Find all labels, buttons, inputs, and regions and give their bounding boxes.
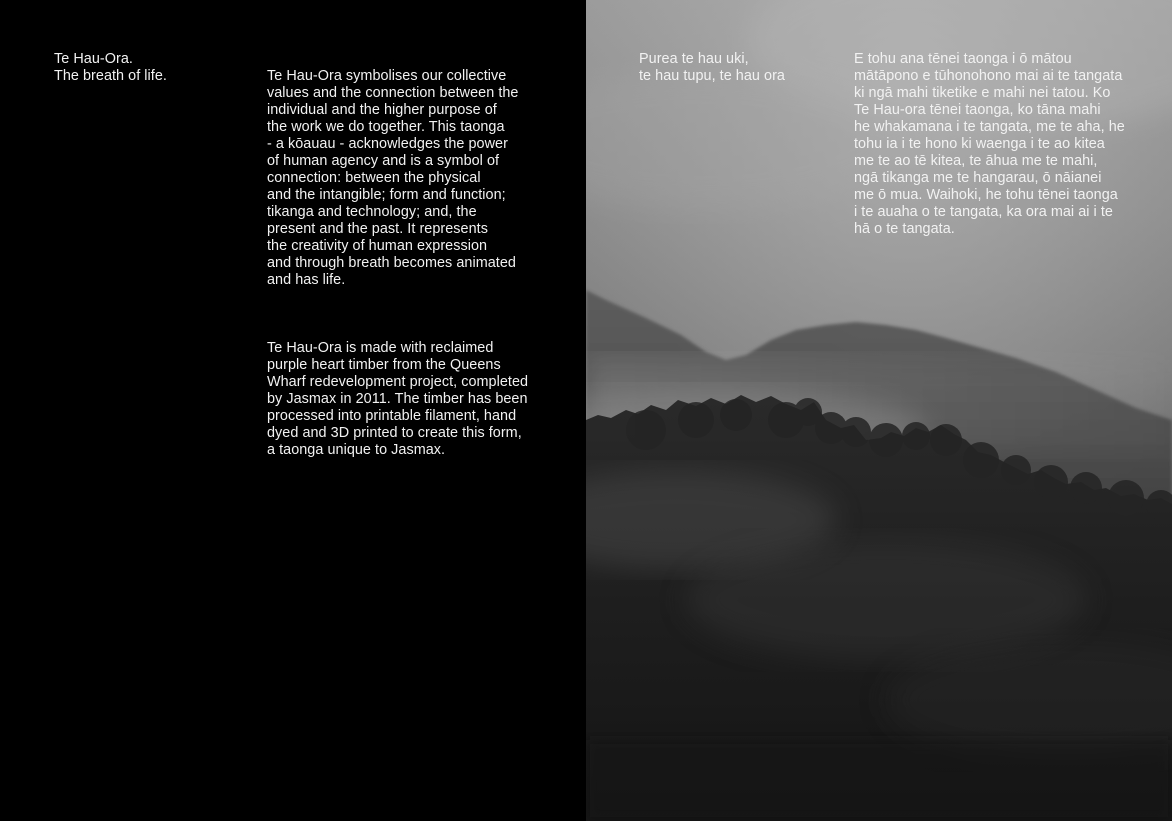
english-text-column: [267, 51, 567, 476]
maori-paragraph: E tohu ana tēnei taonga i ō mātou mātāpono e tūhonohono mai ai te tangata ki ngā mahi tiketike e mahi nei tatou. Ko Te Hau-ora tēnei taonga, ko tāna mahi he whakamana i te tangata, me te aha, he tohu ia i te hono ki waenga i te ao kitea me te ao tē kitea, te āhua me te mahi, ngā tikanga me te hangarau, ō nāianei me ō mua. Waihoki, he tohu tēnei taonga i te auaha o te tangata, ka ora mai ai i te hā o te tangata.: [854, 51, 1125, 237]
maori-verse: Purea te hau uki, te hau tupu, te hau ora: [639, 51, 785, 84]
english-paragraph-1: Te Hau-Ora symbolises our collective values and the connection between the individual and the higher purpose of the work we do together. This taonga - a kōauau - acknowledges the power of human agency and is a symbol of connection: between the physical and the intangible; form and function; tikanga and technology; and, the present and the past. It represents the creativity of human expression and through breath becomes animated and has life.: [267, 68, 519, 288]
paragraph-gap: [267, 306, 567, 323]
english-paragraph-2: Te Hau-Ora is made with reclaimed purple heart timber from the Queens Wharf redevelopment project, completed by Jasmax in 2011. The timber has been processed into printable filament, hand dyed and 3D printed to create this form, a taonga unique to Jasmax.: [267, 340, 529, 458]
page-title: Te Hau-Ora. The breath of life.: [54, 51, 167, 84]
right-page: [586, 0, 1172, 821]
